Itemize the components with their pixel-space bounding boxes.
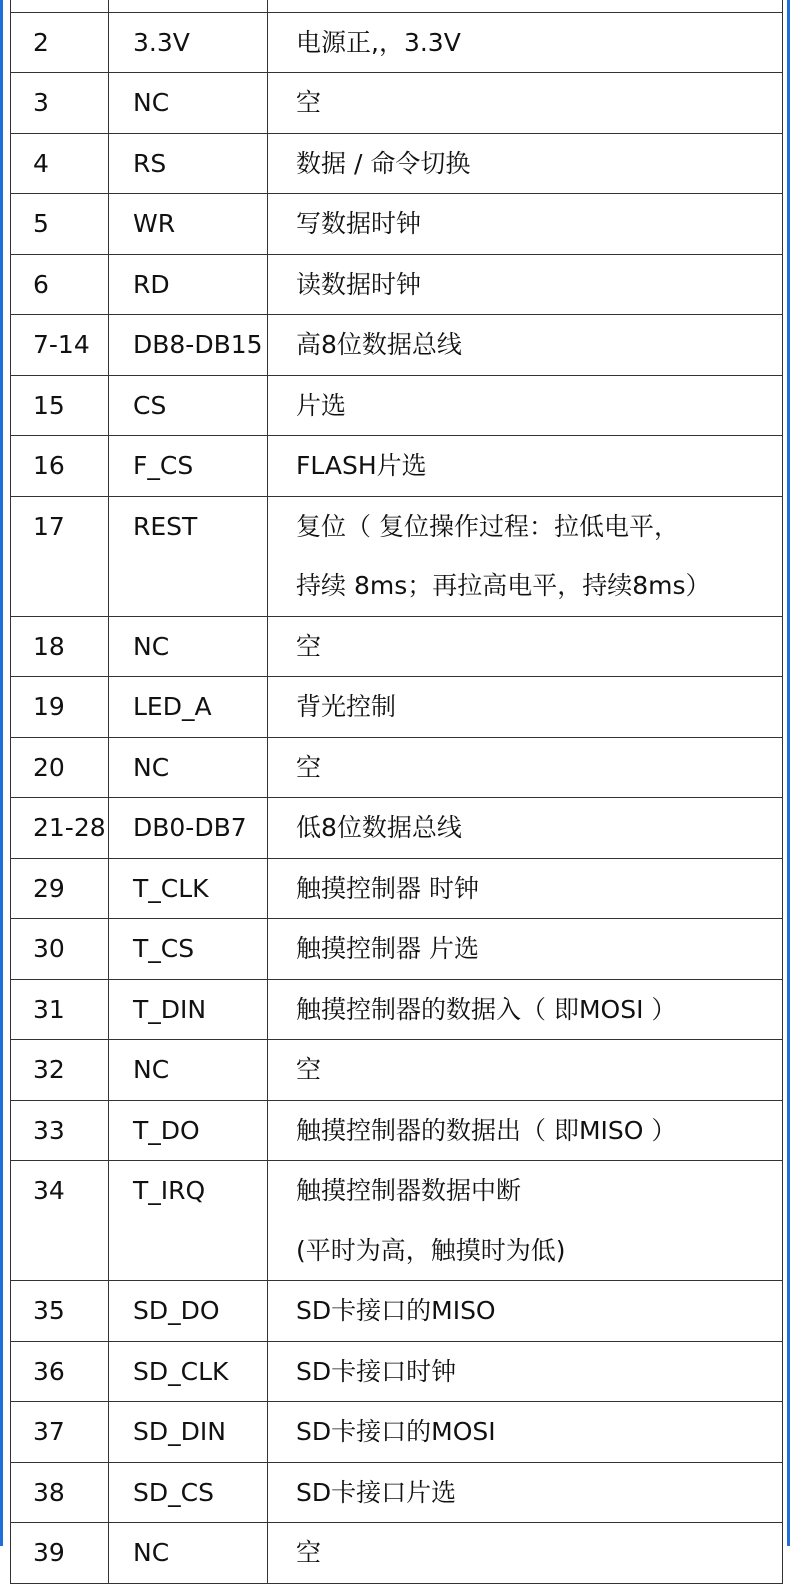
table-row [11, 677, 782, 738]
table-row [11, 980, 782, 1041]
pin-number: 35 [33, 1296, 65, 1325]
table-row [11, 315, 782, 376]
column-divider [267, 1342, 268, 1402]
pin-description: 低8位数据总线 [296, 813, 462, 842]
column-divider [267, 73, 268, 133]
pin-number: 21-28 [33, 813, 106, 842]
column-divider [267, 1161, 268, 1280]
column-divider [108, 677, 109, 737]
table-row [11, 255, 782, 316]
column-divider [108, 1523, 109, 1583]
pin-description: SD卡接口的MOSI [296, 1417, 496, 1446]
pin-number: 30 [33, 934, 65, 963]
pin-name: DB8-DB15 [133, 330, 263, 359]
table-row [11, 1281, 782, 1342]
column-divider [267, 1040, 268, 1100]
pin-number: 39 [33, 1538, 65, 1567]
pin-description-continued: 持续 8ms；再拉高电平，持续8ms） [296, 571, 711, 600]
pin-description: 片选 [296, 390, 347, 420]
pin-number: 34 [33, 1176, 65, 1205]
pin-number: 20 [33, 752, 65, 782]
table-row [11, 436, 782, 497]
column-divider [108, 859, 109, 919]
pin-description: 触摸控制器 片选 [296, 934, 479, 963]
table-row [11, 194, 782, 255]
pin-number: 37 [33, 1417, 65, 1446]
pin-number: 7-14 [33, 330, 90, 359]
pin-number: 36 [33, 1356, 65, 1386]
pin-number: 19 [33, 692, 65, 721]
pin-name: T_CLK [133, 873, 209, 903]
column-divider [267, 1463, 268, 1523]
pin-name: NC [133, 631, 170, 661]
column-divider [108, 1342, 109, 1402]
pin-name: T_IRQ [133, 1176, 206, 1205]
pin-number: 31 [33, 994, 65, 1024]
table-row [11, 1161, 782, 1281]
column-divider [267, 677, 268, 737]
column-divider [108, 255, 109, 315]
column-divider [267, 194, 268, 254]
pin-description: 背光控制 [296, 692, 397, 721]
pin-name: NC [133, 1538, 170, 1567]
pin-number: 18 [33, 631, 65, 661]
column-divider [108, 919, 109, 979]
column-divider [108, 617, 109, 677]
column-divider [108, 1463, 109, 1523]
table-row [11, 919, 782, 980]
pin-description: 触摸控制器的数据入（ 即MOSI ） [296, 994, 677, 1024]
column-divider [108, 194, 109, 254]
table-row [11, 13, 782, 74]
column-divider [267, 0, 268, 12]
pin-number: 32 [33, 1055, 65, 1084]
pin-description: 电源正,，3.3V [296, 27, 461, 57]
pin-number: 38 [33, 1477, 65, 1507]
column-divider [267, 1523, 268, 1583]
column-divider [267, 980, 268, 1040]
column-divider [267, 1101, 268, 1161]
column-divider [267, 1281, 268, 1341]
pin-number: 33 [33, 1115, 65, 1145]
pin-description: 数据 / 命令切换 [296, 148, 471, 178]
column-divider [108, 73, 109, 133]
table-row [11, 376, 782, 437]
column-divider [108, 980, 109, 1040]
column-divider [108, 1281, 109, 1341]
column-divider [108, 738, 109, 798]
table-row [11, 617, 782, 678]
column-divider [267, 859, 268, 919]
column-divider [267, 738, 268, 798]
table-row [11, 1040, 782, 1101]
pin-name: SD_CS [133, 1477, 214, 1507]
pin-description: 读数据时钟 [296, 269, 422, 299]
column-divider [108, 1040, 109, 1100]
pin-name: CS [133, 390, 167, 420]
pin-name: 3.3V [133, 27, 190, 57]
column-divider [267, 134, 268, 194]
pin-description: SD卡接口的MISO [296, 1296, 496, 1325]
column-divider [108, 1402, 109, 1462]
pin-number: 2 [33, 27, 49, 57]
column-divider [267, 436, 268, 496]
pin-name: F_CS [133, 451, 194, 480]
pin-description: 触摸控制器的数据出（ 即MISO ） [296, 1115, 677, 1145]
column-divider [267, 1402, 268, 1462]
column-divider [267, 315, 268, 375]
table-row [11, 497, 782, 617]
pin-name: WR [133, 209, 176, 238]
pin-description: FLASH片选 [296, 451, 427, 480]
table-row [11, 0, 782, 13]
pin-description-continued: (平时为高，触摸时为低) [296, 1235, 566, 1265]
table-row [11, 859, 782, 920]
pin-number: 16 [33, 451, 65, 480]
pin-table [10, 0, 783, 1584]
column-divider [267, 497, 268, 616]
column-divider [267, 376, 268, 436]
pin-name: LED_A [133, 692, 212, 721]
table-row [11, 134, 782, 195]
column-divider [108, 134, 109, 194]
column-divider [108, 497, 109, 616]
column-divider [267, 919, 268, 979]
column-divider [267, 255, 268, 315]
table-row [11, 798, 782, 859]
column-divider [267, 798, 268, 858]
table-row [11, 738, 782, 799]
table-row [11, 1402, 782, 1463]
pin-number: 4 [33, 148, 49, 178]
pin-name: NC [133, 752, 170, 782]
pin-description: 空 [296, 1055, 322, 1084]
column-divider [108, 0, 109, 12]
column-divider [108, 315, 109, 375]
table-row [11, 1523, 782, 1584]
column-divider [108, 436, 109, 496]
pin-number: 5 [33, 209, 49, 238]
column-divider [267, 13, 268, 73]
pin-number: 17 [33, 511, 65, 541]
pin-name: T_CS [133, 934, 195, 963]
pin-name: SD_DIN [133, 1417, 226, 1446]
pin-name: SD_CLK [133, 1356, 229, 1386]
pin-number: 15 [33, 390, 65, 420]
pin-name: T_DO [133, 1115, 200, 1145]
pin-name: DB0-DB7 [133, 813, 247, 842]
pin-name: RD [133, 269, 170, 299]
pin-name: REST [133, 511, 198, 541]
pin-description: 触摸控制器数据中断 [296, 1176, 522, 1205]
pin-name: T_DIN [133, 994, 207, 1024]
pin-description: 高8位数据总线 [296, 330, 462, 359]
pin-description: 空 [296, 1538, 322, 1567]
table-row [11, 1463, 782, 1524]
pin-description: 空 [296, 752, 322, 782]
left-page-border [0, 0, 3, 1546]
pin-description: 空 [296, 88, 322, 117]
column-divider [108, 798, 109, 858]
column-divider [267, 617, 268, 677]
pin-description: 空 [296, 631, 322, 661]
column-divider [108, 1101, 109, 1161]
pin-name: NC [133, 1055, 170, 1084]
pin-description: 写数据时钟 [296, 209, 422, 238]
table-row [11, 1101, 782, 1162]
pin-description: SD卡接口时钟 [296, 1356, 457, 1386]
column-divider [108, 1161, 109, 1280]
pin-number: 3 [33, 88, 49, 117]
pin-number: 29 [33, 873, 65, 903]
pin-name: NC [133, 88, 170, 117]
column-divider [108, 376, 109, 436]
table-row [11, 73, 782, 134]
pin-name: RS [133, 148, 167, 178]
pin-description: 复位（ 复位操作过程：拉低电平， [296, 511, 679, 541]
pin-description: SD卡接口片选 [296, 1477, 457, 1507]
column-divider [108, 13, 109, 73]
table-row [11, 1342, 782, 1403]
pin-number: 6 [33, 269, 49, 299]
pin-description: 触摸控制器 时钟 [296, 873, 479, 903]
pin-name: SD_DO [133, 1296, 220, 1325]
